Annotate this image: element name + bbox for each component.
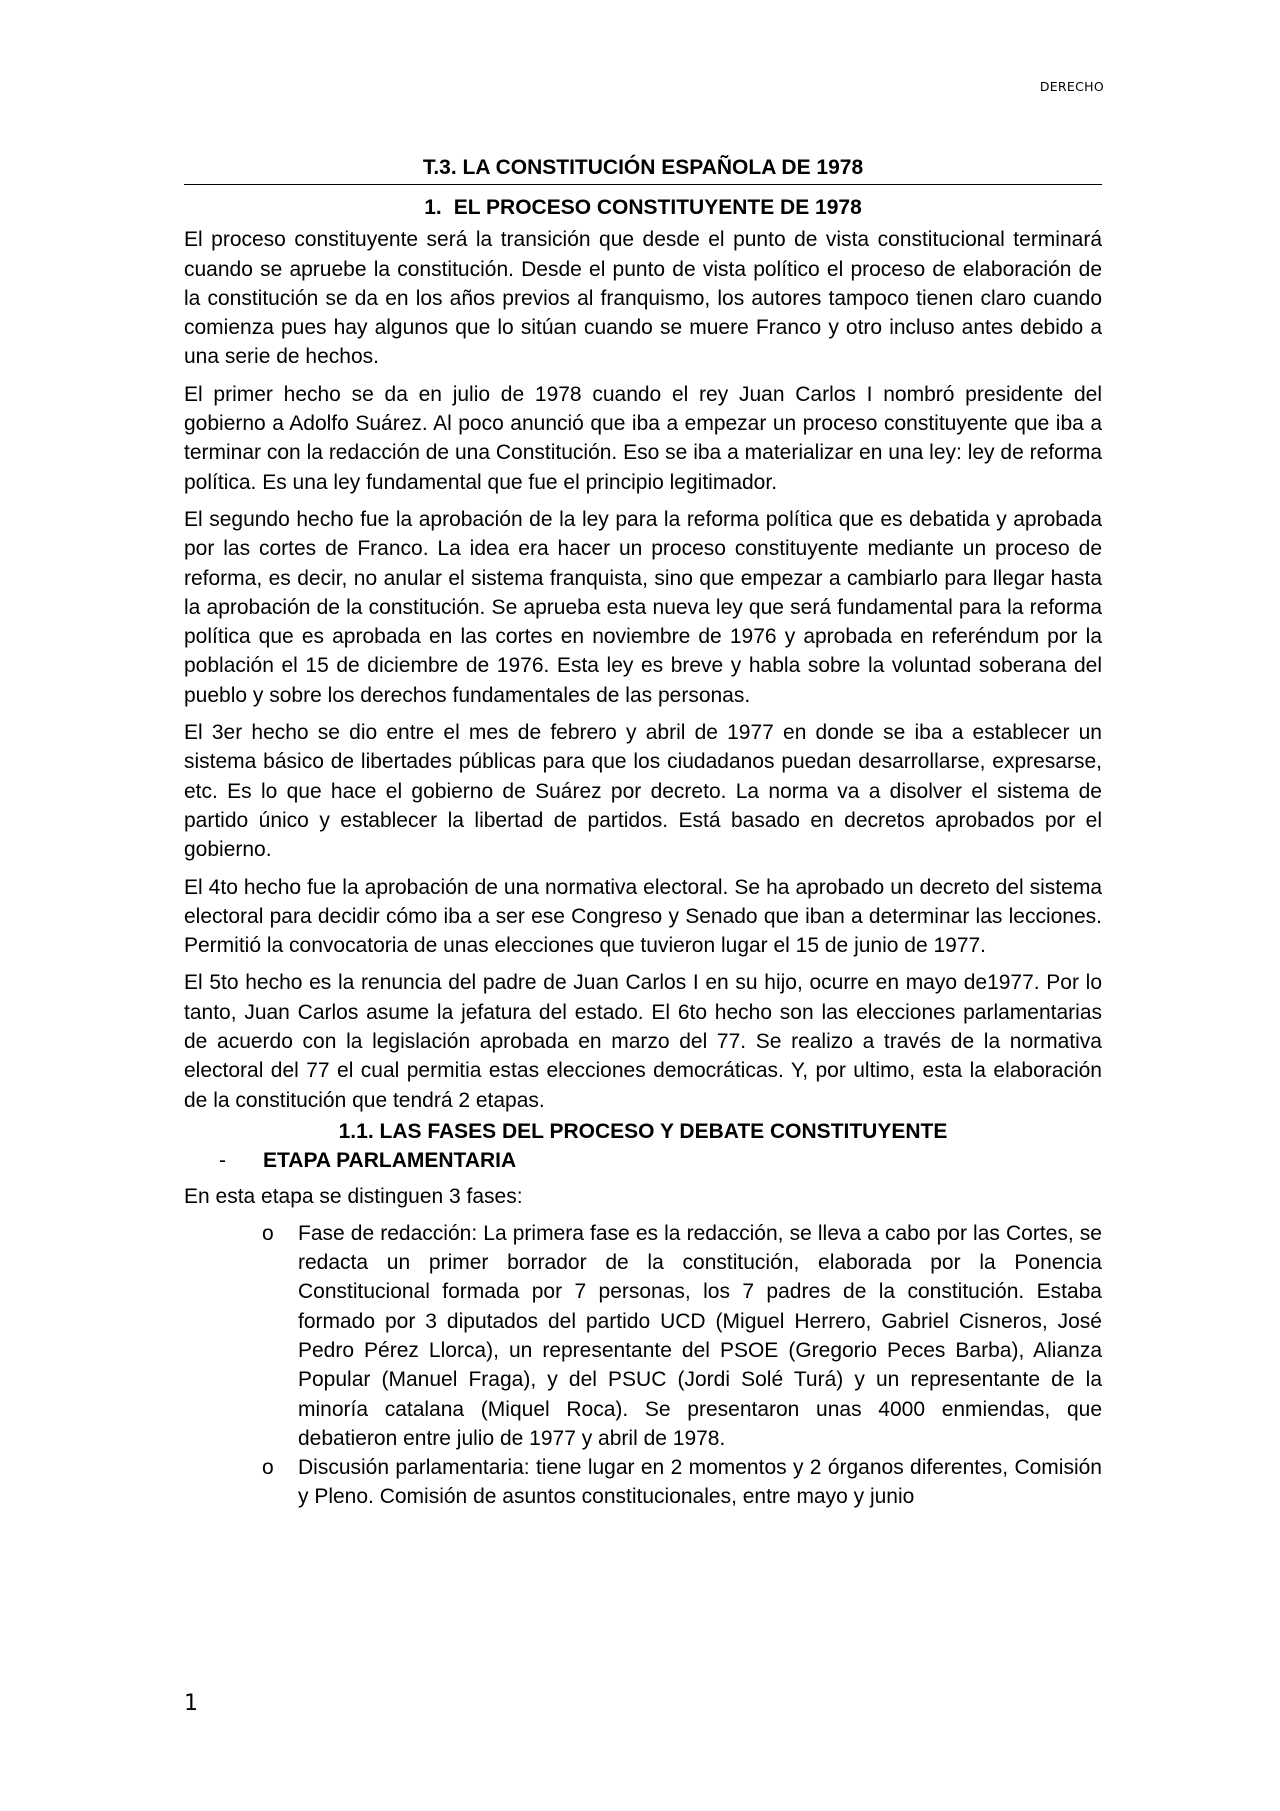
list-item-text: Discusión parlamentaria: tiene lugar en 2 momentos y 2 órganos diferentes, Comisión y Pleno. Comisión de asuntos constitucionales, entre mayo y junio: [298, 1456, 1102, 1509]
paragraph: El 3er hecho se dio entre el mes de febrero y abril de 1977 en donde se iba a establecer un sistema básico de libertades públicas para que los ciudadanos puedan desarrollarse, expresarse, etc. Es lo que hace el gobierno de Suárez por decreto. La norma va a disolver el sistema de partido único y establecer la libertad de partidos. Está basado en decretos aprobados por el gobierno.: [184, 721, 1102, 862]
dash-marker: -: [219, 1149, 226, 1173]
stage-heading: [184, 1146, 1102, 1175]
subsection-heading: 1.1. LAS FASES DEL PROCESO Y DEBATE CONSTITUYENTE: [338, 1119, 948, 1143]
section-title: EL PROCESO CONSTITUYENTE DE 1978: [453, 196, 862, 219]
stage-intro: En esta etapa se distinguen 3 fases:: [184, 1184, 523, 1208]
document-title: T.3. LA CONSTITUCIÓN ESPAÑOLA DE 1978: [184, 153, 1102, 185]
section-number: 1.: [424, 196, 442, 219]
section-heading: [184, 193, 1102, 222]
paragraph: El 4to hecho fue la aprobación de una normativa electoral. Se ha aprobado un decreto del sistema electoral para decidir cómo iba a ser ese Congreso y Senado que iban a determinar las lecciones. Permitió la convocatoria de unas elecciones que tuvieron lugar el 15 de junio de 1977.: [184, 875, 1102, 958]
paragraph: El proceso constituyente será la transición que desde el punto de vista constitucional terminará cuando se apruebe la constitución. Desde el punto de vista político el proceso de elaboración de la constitución se da en los años previos al franquismo, los autores tampoco tienen claro cuando comienza pues hay algunos que lo sitúan cuando se muere Franco y otro incluso antes debido a una serie de hechos.: [184, 228, 1102, 369]
stage-title: ETAPA PARLAMENTARIA: [263, 1149, 517, 1173]
list-item: [184, 1219, 1102, 1453]
page-number: 1: [184, 1691, 198, 1716]
paragraph: El primer hecho se da en julio de 1978 cuando el rey Juan Carlos I nombró presidente del gobierno a Adolfo Suárez. Al poco anunció que iba a empezar un proceso constituyente que iba a terminar con la redacción de una Constitución. Eso se iba a materializar en una ley: ley de reforma política. Es una ley fundamental que fue el principio legitimador.: [184, 382, 1102, 494]
list-item-text: Fase de redacción: La primera fase es la redacción, se lleva a cabo por las Cortes, se redacta un primer borrador de la constitución, elaborada por la Ponencia Constitucional formada por 7 personas, los 7 padres de la constitución. Estaba formado por 3 diputados del partido UCD (Miguel Herrero, Gabriel Cisneros, José Pedro Pérez Llorca), un representante del PSOE (Gregorio Peces Barba), Alianza Popular (Manuel Fraga), y del PSUC (Jordi Solé Turá) y un representante de la minoría catalana (Miquel Roca). Se presentaron unas 4000 enmiendas, que debatieron entre julio de 1977 y abril de 1978.: [298, 1221, 1102, 1450]
page-header: DERECHO: [1039, 79, 1104, 94]
paragraph: El segundo hecho fue la aprobación de la ley para la reforma política que es debatida y aprobada por las cortes de Franco. La idea era hacer un proceso constituyente mediante un proceso de reforma, es decir, no anular el sistema franquista, sino que empezar a cambiarlo para llegar hasta la aprobación de la constitución. Se aprueba esta nueva ley que será fundamental para la reforma política que es aprobada en las cortes en noviembre de 1976 y aprobada en referéndum por la población el 15 de diciembre de 1976. Esta ley es breve y habla sobre la voluntad soberana del pueblo y sobre los derechos fundamentales de las personas.: [184, 507, 1102, 707]
list-item: [184, 1453, 1102, 1512]
paragraph: El 5to hecho es la renuncia del padre de Juan Carlos I en su hijo, ocurre en mayo de1977. Por lo tanto, Juan Carlos asume la jefatura del estado. El 6to hecho son las elecciones parlamentarias de acuerdo con la legislación aprobada en marzo del 77. Se realizo a través de la normativa electoral del 77 el cual permitia estas elecciones democráticas. Y, por ultimo, esta la elaboración de la constitución que tendrá 2 etapas.: [184, 971, 1102, 1112]
bullet-marker: o: [262, 1221, 274, 1245]
document-body: [184, 153, 1102, 1512]
bullet-marker: o: [262, 1456, 274, 1480]
phase-list: [184, 1219, 1102, 1512]
